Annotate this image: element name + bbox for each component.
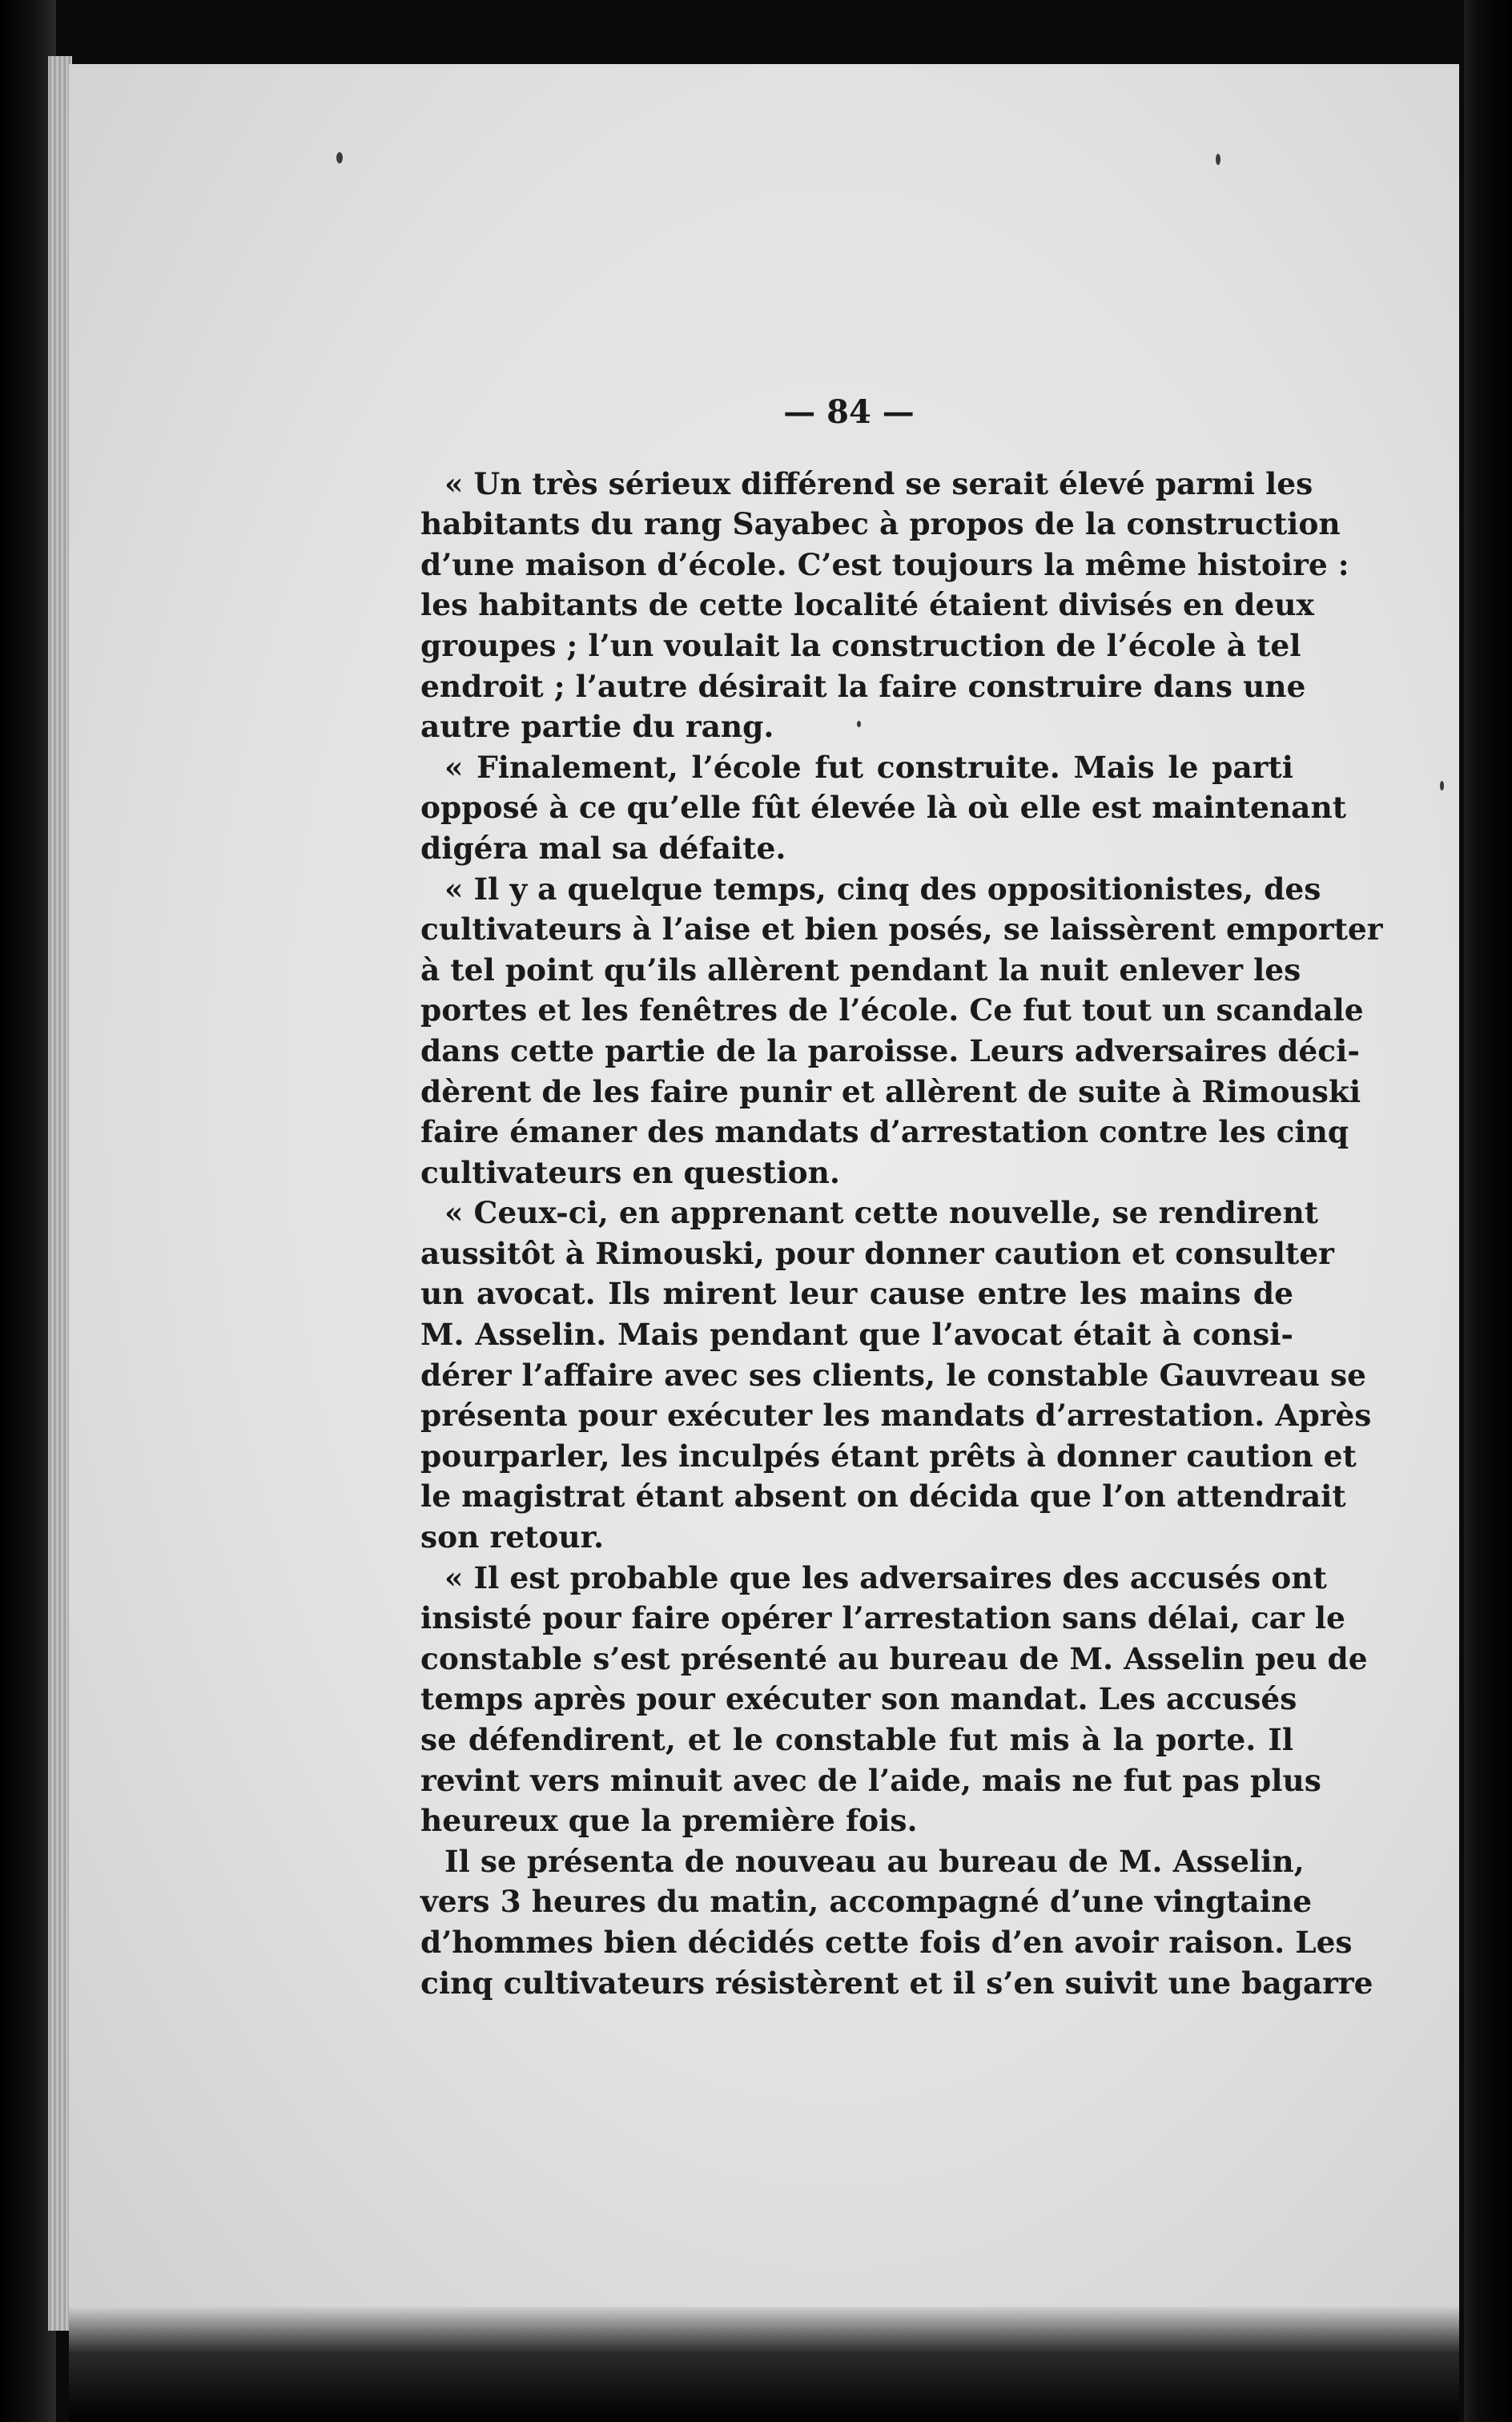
text-line: vers 3 heures du matin, accompagné d’une vingtaine	[420, 1884, 1313, 1920]
text-line: constable s’est présenté au bureau de M. Asselin peu de	[420, 1640, 1368, 1676]
text-line: revint vers minuit avec de l’aide, mais ne fut pas plus	[420, 1762, 1321, 1798]
text-line: faire émaner des mandats d’arrestation contre les cinq	[420, 1114, 1349, 1150]
text-line: habitants du rang Sayabec à propos de la construction	[420, 506, 1341, 542]
text-line: M. Asselin. Mais pendant que l’avocat était à consi-	[420, 1317, 1293, 1353]
text-line: pourparler, les inculpés étant prêts à donner caution et	[420, 1438, 1357, 1474]
text-line: présenta pour exécuter les mandats d’arrestation. Après	[420, 1398, 1372, 1434]
text-line: groupes ; l’un voulait la construction de l’école à tel	[420, 627, 1301, 663]
text-line: d’hommes bien décidés cette fois d’en avoir raison. Les	[420, 1924, 1353, 1960]
dust-speck	[1216, 154, 1220, 165]
text-line: heureux que la première fois.	[420, 1803, 918, 1839]
text-line: « Un très sérieux différend se serait élevé parmi les	[444, 465, 1313, 501]
book-binding-right	[1464, 0, 1512, 2422]
text-line: à tel point qu’ils allèrent pendant la nuit enlever les	[420, 952, 1301, 988]
text-line: dérer l’affaire avec ses clients, le constable Gauvreau se	[420, 1357, 1367, 1393]
text-line: insisté pour faire opérer l’arrestation sans délai, car le	[420, 1600, 1345, 1636]
text-line: autre partie du rang.	[420, 709, 774, 745]
text-line: son retour.	[420, 1519, 605, 1555]
text-line: se défendirent, et le constable fut mis à la porte. Il	[420, 1722, 1293, 1757]
text-line: cultivateurs en question.	[420, 1154, 840, 1190]
text-line: Il se présenta de nouveau au bureau de M. Asselin,	[444, 1843, 1305, 1879]
text-line: opposé à ce qu’elle fût élevée là où elle est maintenant	[420, 790, 1347, 826]
text-line: d’une maison d’école. C’est toujours la même histoire :	[420, 546, 1349, 582]
bottom-shadow	[69, 2307, 1459, 2422]
text-line: « Finalement, l’école fut construite. Mais le parti	[444, 749, 1293, 785]
text-line: cinq cultivateurs résistèrent et il s’en suivit une bagarre	[420, 1965, 1373, 2001]
text-line: cultivateurs à l’aise et bien posés, se laissèrent emporter	[420, 911, 1383, 947]
text-line: dans cette partie de la paroisse. Leurs adversaires déci-	[420, 1032, 1360, 1068]
text-line: « Il y a quelque temps, cinq des oppositionistes, des	[444, 871, 1321, 907]
dust-speck	[336, 152, 343, 163]
text-line: un avocat. Ils mirent leur cause entre les mains de	[420, 1276, 1293, 1312]
text-line: digéra mal sa défaite.	[420, 830, 786, 866]
text-line: les habitants de cette localité étaient divisés en deux	[420, 587, 1314, 623]
text-line: « Il est probable que les adversaires des accusés ont	[444, 1559, 1327, 1595]
text-line: le magistrat étant absent on décida que l’on attendrait	[420, 1479, 1346, 1515]
text-line: « Ceux-ci, en apprenant cette nouvelle, se rendirent	[444, 1195, 1319, 1231]
text-line: aussitôt à Rimouski, pour donner caution et consulter	[420, 1235, 1334, 1271]
text-line: temps après pour exécuter son mandat. Les accusés	[420, 1681, 1297, 1717]
text-line: portes et les fenêtres de l’école. Ce fut tout un scandale	[420, 992, 1364, 1028]
page-text	[420, 392, 1383, 2003]
text-line: dèrent de les faire punir et allèrent de suite à Rimouski	[420, 1073, 1361, 1109]
text-line: endroit ; l’autre désirait la faire construire dans une	[420, 668, 1306, 704]
page-number: — 84 —	[783, 393, 915, 431]
dust-speck	[1440, 781, 1444, 791]
